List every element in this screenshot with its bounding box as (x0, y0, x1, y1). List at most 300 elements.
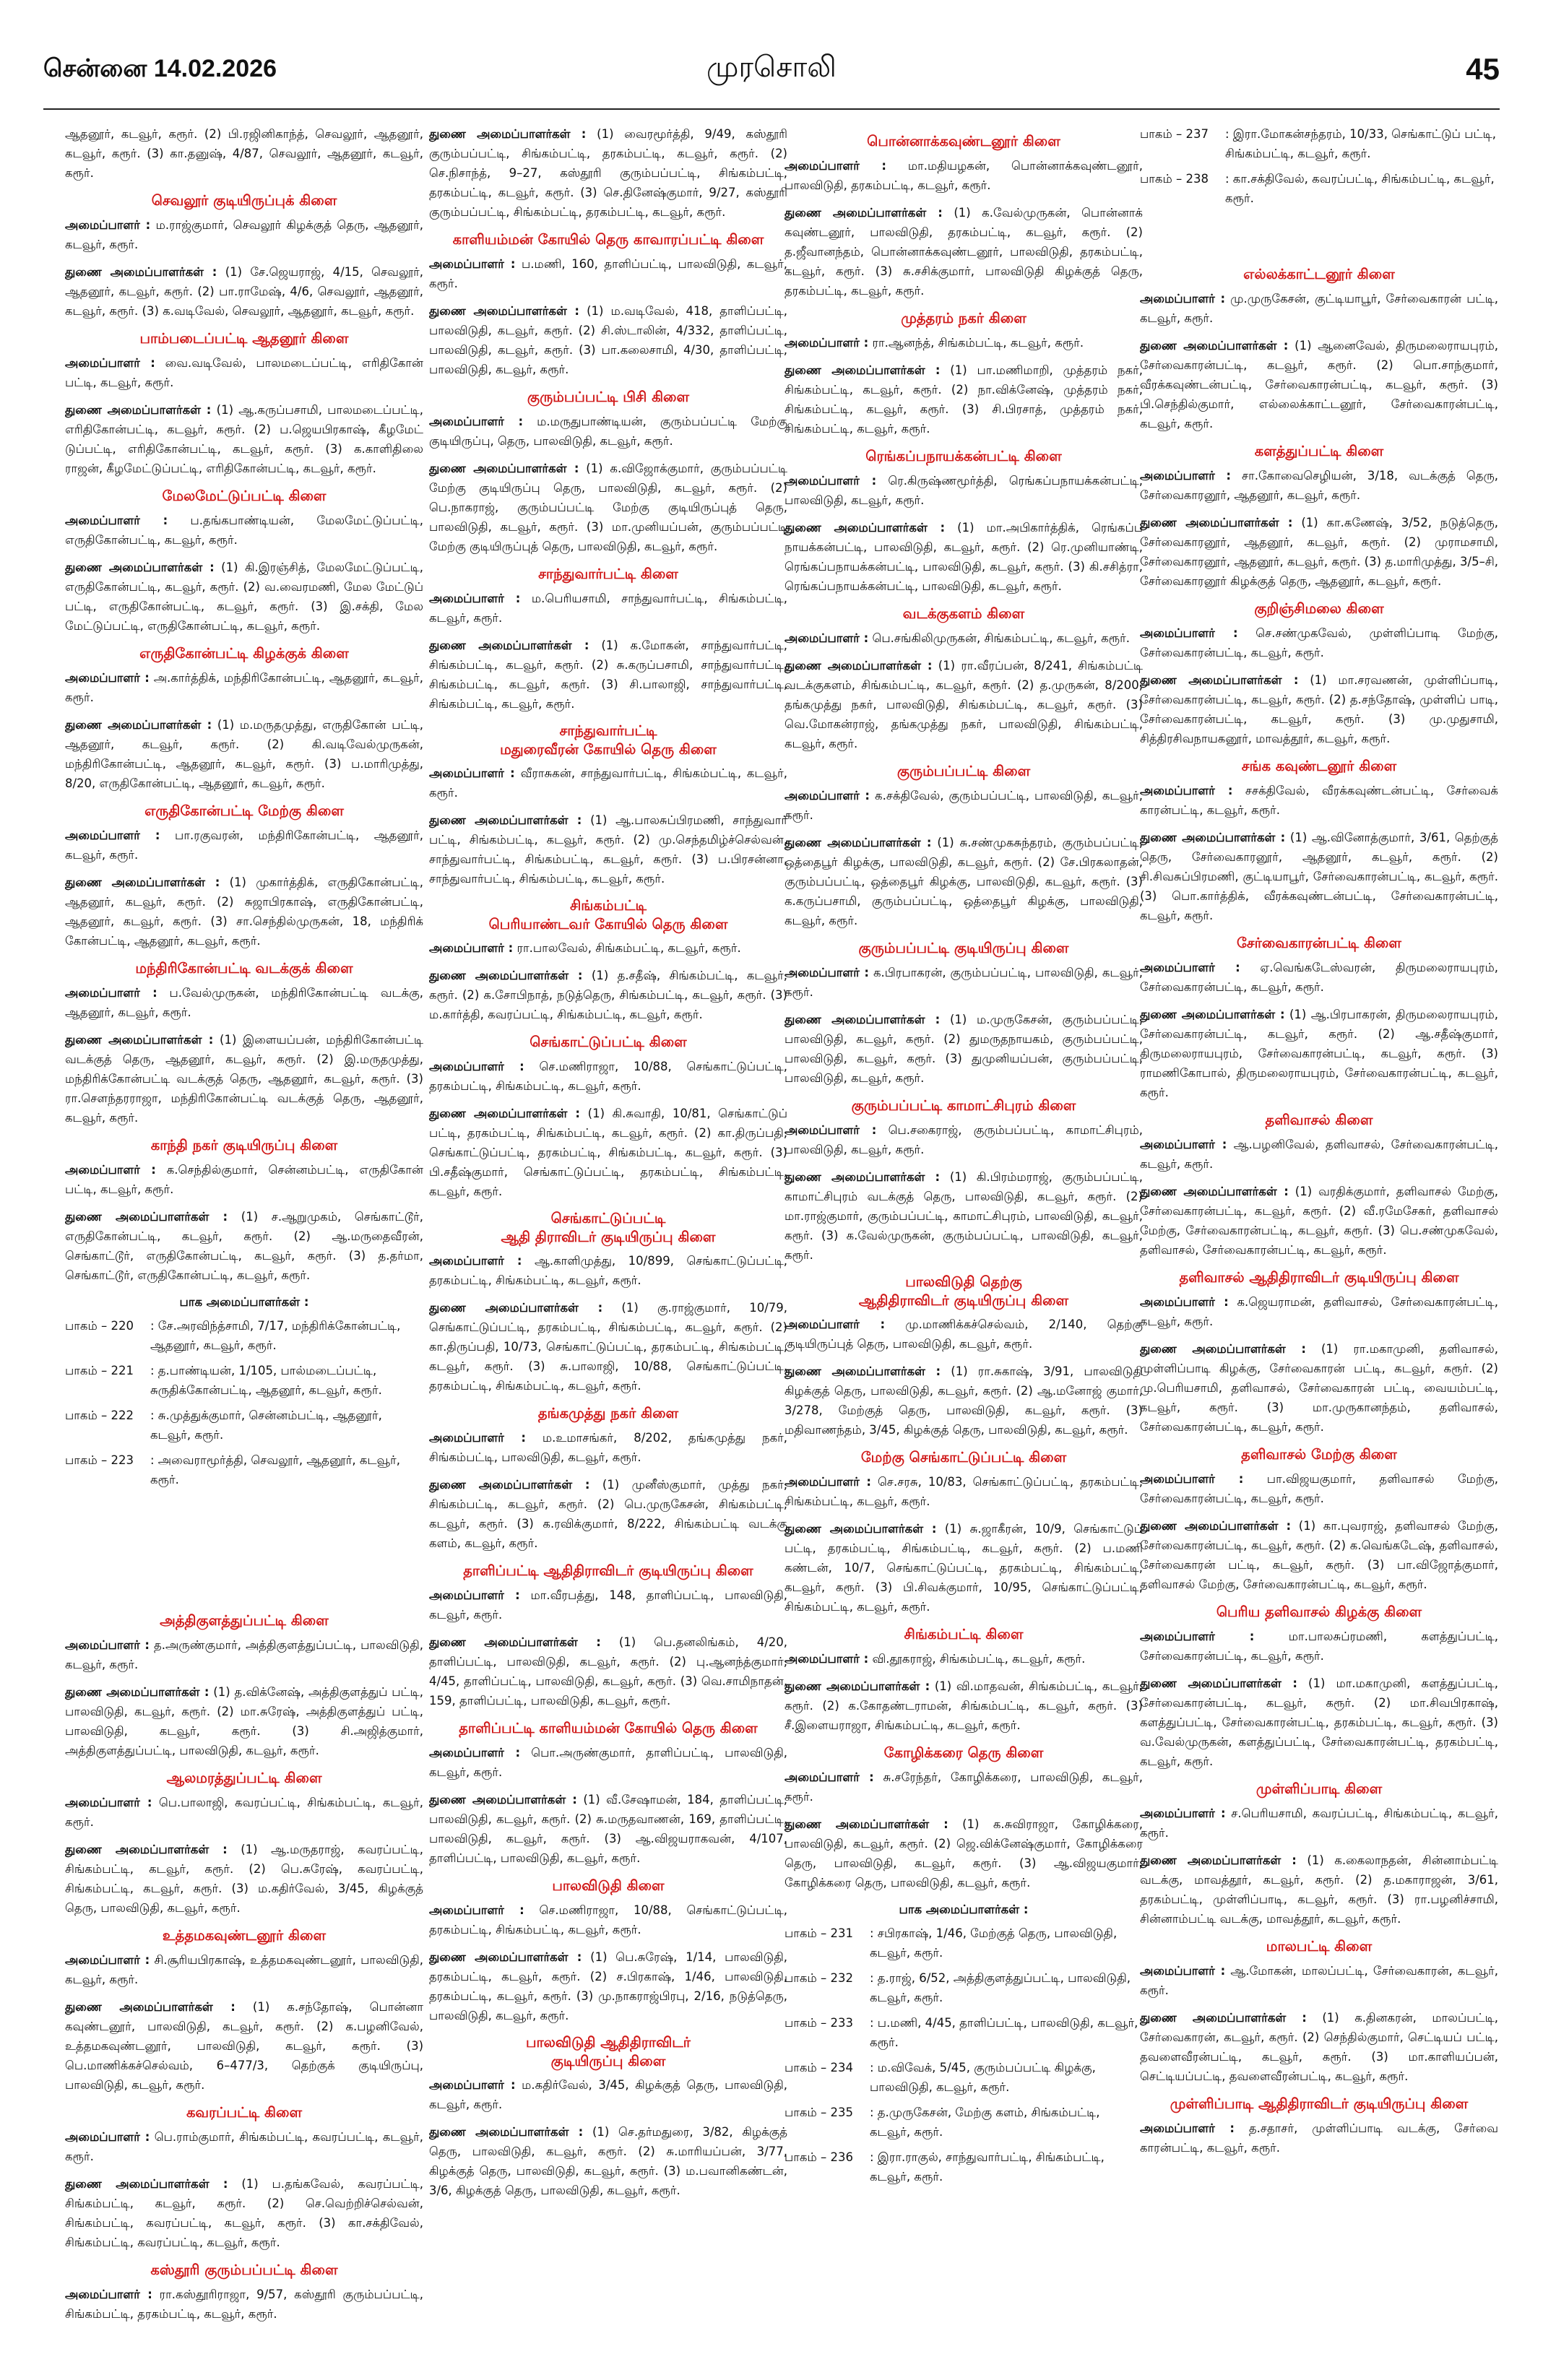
member-details: (1) ம.மருதமுத்து, எருதிகோன் பட்டி, ஆதனூர், கடவூர், கரூர். (2) கி.வடிவேல்முருகன், மந்திரிகோன்பட்டி, ஆதனூர், கடவூர், கரூர். (3) ப.மாரிமுத்து, 8/20, எருதிகோன்பட்டி, ஆதனூர், கடவூர், கரூர். (65, 718, 423, 790)
member-entry (65, 2127, 423, 2166)
booth-organiser: : ம.விவேக், 5/45, குரும்பப்பட்டி கிழக்கு, பாலவிடுதி, கடவூர், கரூர். (870, 2061, 1096, 2094)
member-details: மா.வீரபத்து, 148, தாளிப்பட்டி, பாலவிடுதி, கடவூர், கரூர். (429, 1588, 787, 1622)
role-label: அமைப்பாளர் : (1140, 1806, 1226, 1820)
booth-organiser: : த.முருகேசன், மேற்கு களம், சிங்கம்பட்டி, கடவூர், கரூர். (870, 2106, 1100, 2139)
branch-heading: செவலூர் குடியிருப்புக் கிளை (151, 192, 337, 209)
member-entry (785, 1120, 1143, 1159)
member-details: ப.வேல்முருகன், மந்திரிகோன்பட்டி வடக்கு, ஆதனூர், கடவூர், கரூர். (65, 986, 423, 1019)
member-details: ம.மருதுபாண்டியன், குரும்பப்பட்டி மேற்கு குடியிருப்பு, தெரு, பாலவிடுதி, கடவூர், கரூர். (429, 415, 787, 448)
member-entry (429, 301, 787, 379)
member-details: (1) ச.ஆறுமுகம், செங்காட்டூர், எருதிகோன்பட்டி, கடவூர், கரூர். (2) ஆ.மருதைவீரன், செங்காட்டூர், எருதிகோன்பட்டி, கடவூர், கரூர். (3) த.தர்மா, செங்காட்டூர், எருதிகோன்பட்டி, கடவூர், கரூர். (65, 1210, 423, 1282)
branch-heading-line: சாந்துவார்பட்டி (559, 722, 657, 739)
member-entry (785, 833, 1143, 930)
role-label: அமைப்பாளர் : (785, 631, 869, 645)
role-label: அமைப்பாளர் : (1140, 1472, 1244, 1486)
member-entry (429, 1475, 787, 1553)
member-details: ம.பெரியசாமி, சாந்துவார்பட்டி, சிங்கம்பட்டி, கடவூர், கரூர். (429, 592, 787, 625)
member-entry (1140, 289, 1498, 328)
role-label: துணை அமைப்பாளர்கள் : (65, 1685, 209, 1699)
member-details: (1) ஆ.பாலசுப்பிரமணி, சாந்துவார் பட்டி, சிங்கம்பட்டி, கடவூர், கரூர். (2) மு.செந்தமிழ்ச்செல்வன், சாந்துவார்பட்டி, சிங்கம்பட்டி, கடவூர், கரூர். (3) ப.பிரசன்னா, சாந்துவார்பட்டி, சிங்கம்பட்டி, கடவூர், கரூர். (429, 813, 787, 886)
role-label: அமைப்பாளர் : (65, 356, 155, 370)
member-details: (1) சே.ஜெயராஜ், 4/15, செவலூர், ஆதனூர், கடவூர், கரூர். (2) பா.ராமேஷ், 4/6, செவலூர், ஆதனூர், கடவூர், கரூர். (3) க.வடிவேல், செவலூர், ஆதனூர், கடவூர், கரூர். (65, 265, 423, 318)
member-entry (429, 966, 787, 1024)
branch-heading: கோழிக்கரை தெரு கிளை (883, 1744, 1044, 1761)
member-details: (1) சு.சண்முகசுந்தரம், குரும்பப்பட்டி, ஒத்தைபூர் கிழக்கு, பாலவிடுதி, கடவூர், கரூர். (2) சே.பிரகலாதன், குரும்பப்பட்டி, ஒத்தைபூர் கிழக்கு, பாலவிடுதி, கடவூர், கரூர். (3) க.கருப்பசாமி, குரும்பப்பட்டி, ஒத்தைபூர் கிழக்கு, பாலவிடுதி, கடவூர், கரூர். (785, 836, 1143, 927)
role-label: அமைப்பாளர் : (1140, 1138, 1227, 1151)
booth-organiser: : சு.முத்துக்குமார், சென்னம்பட்டி, ஆதனூர், கடவூர், கரூர். (150, 1408, 382, 1442)
role-label: துணை அமைப்பாளர்கள் : (785, 1170, 941, 1184)
column-2 (429, 124, 787, 2367)
role-label: துணை அமைப்பாளர்கள் : (65, 2177, 228, 2191)
role-label: துணை அமைப்பாளர்கள் : (65, 2000, 235, 2014)
member-details: (1) ப.தங்கவேல், கவரப்பட்டி, சிங்கம்பட்டி, கடவூர், கரூர். (2) செ.வெற்றிச்செல்வன், சிங்கம்பட்டி, கவரப்பட்டி, கடவூர், கரூர். (3) கா.சக்திவேல், சிங்கம்பட்டி, கவரப்பட்டி, கடவூர், கரூர். (65, 2177, 423, 2249)
branch-heading: குறிஞ்சிமலை கிளை (1254, 600, 1384, 617)
branch-heading: பெரிய தளிவாசல் கிழக்கு கிளை (1216, 1604, 1422, 1620)
member-entry (785, 1472, 1143, 1511)
booth-organiser: : ப.மணி, 4/45, தாளிப்பட்டி, பாலவிடுதி, கடவூர், கரூர். (870, 2016, 1138, 2049)
member-details: (1) த.சதீஷ், சிங்கம்பட்டி, கடவூர், கரூர். (2) க.சோபிநாத், நடுத்தெரு, சிங்கம்பட்டி, கடவூர், கரூர். (3) ம.கார்த்தி, கவரப்பட்டி, சிங்கம்பட்டி, கடவூர், கரூர். (429, 969, 787, 1021)
member-details: க.ஜெயராமன், தளிவாசல், சேர்வைகாரன்பட்டி, கடவூர், கரூர். (1140, 1295, 1498, 1328)
member-details: பெ.பாலாஜி, கவரப்பட்டி, சிங்கம்பட்டி, கடவூர், கரூர். (65, 1796, 423, 1829)
booth-number: பாகம் – 238 (1140, 172, 1209, 186)
role-label: அமைப்பாளர் : (785, 159, 886, 173)
member-details: பெ.ராம்குமார், சிங்கம்பட்டி, கவரப்பட்டி, கடவூர், கரூர். (65, 2130, 423, 2163)
role-label: அமைப்பாளர் : (785, 474, 877, 488)
member-details: மு.முருகேசன், குட்டியாபூர், சேர்வைகாரன் பட்டி, கடவூர், கரூர். (1140, 292, 1498, 325)
booth-organiser: : கா.சக்திவேல், கவரப்பட்டி, சிங்கம்பட்டி, கடவூர், கரூர். (1225, 172, 1495, 205)
role-label: அமைப்பாளர் : (429, 1431, 526, 1445)
member-entry (785, 1167, 1143, 1265)
member-entry (1140, 1961, 1498, 2000)
member-entry (1140, 623, 1498, 662)
role-label: துணை அமைப்பாளர்கள் : (1140, 1853, 1297, 1867)
branch-heading: முத்தரம் நகர் கிளை (901, 310, 1026, 326)
member-details: (1) ஆ.மருதராஜ், கவரப்பட்டி, சிங்கம்பட்டி, கடவூர், கரூர். (2) பெ.சுரேஷ், கவரப்பட்டி, சிங்கம்பட்டி, கடவூர், கரூர். (3) ம.கதிர்வேல், 3/45, கிழக்குத் தெரு, பாலவிடுதி, கடவூர், கரூர். (65, 1843, 423, 1915)
member-entry (65, 262, 423, 321)
member-details: ம.உமாசங்கர், 8/202, தங்கமுத்து நகர், சிங்கம்பட்டி, பாலவிடுதி, கடவூர், கரூர். (429, 1431, 787, 1464)
role-label: துணை அமைப்பாளர்கள் : (429, 1107, 581, 1120)
member-entry (65, 715, 423, 793)
member-details: ரா.கஸ்தூரிராஜா, 9/57, கஸ்தூரி குரும்பப்பட்டி, சிங்கம்பட்டி, தரகம்பட்டி, கடவூர், கரூர். (65, 2288, 423, 2321)
member-entry (1140, 1804, 1498, 1843)
member-entry (65, 826, 423, 865)
member-entry (429, 636, 787, 714)
role-label: அமைப்பாளர் : (785, 1123, 877, 1137)
role-label: அமைப்பாளர் : (429, 1060, 524, 1073)
branch-heading (429, 1209, 787, 1247)
booth-entry (785, 1924, 1143, 1963)
member-entry (429, 1585, 787, 1624)
member-entry (1140, 1135, 1498, 1174)
member-entry (429, 763, 787, 802)
member-entry (65, 1635, 423, 1674)
member-entry (429, 1900, 787, 1939)
role-label: துணை அமைப்பாளர்கள் : (785, 1522, 937, 1536)
member-entry (429, 124, 787, 222)
member-details: ப.தங்கபாண்டியன், மேலமேட்டுப்பட்டி, எருதிகோன்பட்டி, கடவூர், கரூர். (65, 514, 423, 547)
branch-heading: தாளிப்பட்டி ஆதிதிராவிடர் குடியிருப்பு கிளை (463, 1562, 753, 1579)
masthead (43, 51, 1500, 94)
member-entry (785, 963, 1143, 1002)
member-entry (785, 786, 1143, 825)
role-label: துணை அமைப்பாளர்கள் : (65, 1843, 228, 1856)
member-entry (785, 360, 1143, 438)
member-details: வை.வடிவேல், பாலமடைப்பட்டி, எரிதிகோன் பட்டி, கடவூர், கரூர். (65, 356, 423, 389)
role-label: துணை அமைப்பாளர்கள் : (429, 1478, 590, 1492)
member-entry (429, 1743, 787, 1782)
branch-heading-line: ஆதிதிராவிடர் குடியிருப்பு கிளை (858, 1292, 1069, 1309)
branch-heading-line: பெரியாண்டவர் கோயில் தெரு கிளை (488, 916, 728, 932)
role-label: அமைப்பாளர் : (429, 766, 515, 780)
booth-organiser: : சே.அரவிந்த்சாமி, 7/17, மந்திரிக்கோன்பட்டி, ஆதனூர், கடவூர், கரூர். (150, 1319, 401, 1352)
role-label: அமைப்பாளர் : (785, 1652, 869, 1666)
booth-number: பாகம் – 237 (1140, 127, 1209, 141)
role-label: அமைப்பாளர் : (429, 1903, 524, 1917)
role-label: அமைப்பாளர் : (65, 2288, 152, 2301)
role-label: துணை அமைப்பாளர்கள் : (1140, 1342, 1306, 1356)
member-details: (1) ஆ.பிரபாகரன், திருமலைராயபுரம், சேர்வைகாரன்பட்டி, கடவூர், கரூர். (2) ஆ.சதீஷ்குமார், திருமலைராயபுரம், சேர்வைகாரன்பட்டி, கடவூர், கரூர். (3) ராமணிகோபால், திருமலைராயபுரம், சேர்வைகாரன்பட்டி, கடவூர், கரூர். (1140, 1008, 1498, 1099)
member-details: (1) மா.மகாமுனி, களத்துப்பட்டி, சேர்வைகாரன்பட்டி, கடவூர், கரூர். (2) மா.சிவபிரகாஷ், களத்துப்பட்டி, சேர்வைகாரன்பட்டி, தரகம்பட்டி, கடவூர், கரூர். (3) வ.வேல்முருகன், களத்துப்பட்டி, சேர்வைகாரன்பட்டி, தரகம்பட்டி, கடவூர், கரூர். (1140, 1676, 1498, 1768)
branch-heading: சிங்கம்பட்டி கிளை (904, 1626, 1024, 1643)
branch-heading: அத்திகுளத்துப்பட்டி கிளை (160, 1612, 329, 1629)
role-label: துணை அமைப்பாளர்கள் : (1140, 831, 1286, 844)
member-entry (1140, 1516, 1498, 1594)
role-label: துணை அமைப்பாளர்கள் : (65, 875, 220, 889)
member-details: வி.தூகராஜ், சிங்கம்பட்டி, கடவூர், கரூர். (872, 1652, 1086, 1666)
member-entry (429, 459, 787, 556)
branch-heading: மாலபட்டி கிளை (1266, 1938, 1373, 1955)
branch-heading (785, 1273, 1143, 1310)
role-label: துணை அமைப்பாளர்கள் : (785, 206, 943, 220)
member-details: (1) செ.தர்மதுரை, 3/82, கிழக்குத் தெரு, பாலவிடுதி, கடவூர், கரூர். (2) சு.மாரியப்பன், 3/77, கிழக்குத் தெரு, பாலவிடுதி, கடவூர், கரூர். (3) ம.பவானிகண்டன், 3/6, கிழக்குத் தெரு, பாலவிடுதி, கடவூர், கரூர். (429, 2125, 787, 2197)
member-details: செ.சண்முகவேல், முள்ளிப்பாடி மேற்கு, சேர்வைகாரன்பட்டி, கடவூர், கரூர். (1140, 626, 1498, 659)
branch-heading: ரெங்கப்பநாயக்கன்பட்டி கிளை (865, 448, 1062, 464)
role-label: துணை அமைப்பாளர்கள் : (1140, 1008, 1285, 1021)
booth-organiser: : சபிரகாஷ், 1/46, மேற்குத் தெரு, பாலவிடுதி, கடவூர், கரூர். (870, 1926, 1118, 1960)
member-details: த.அருண்குமார், அத்திகுளத்துப்பட்டி, பாலவிடுதி, கடவூர், கரூர். (65, 1638, 423, 1671)
role-label: அமைப்பாளர் : (1140, 626, 1238, 640)
role-label: அமைப்பாளர் : (785, 1475, 871, 1489)
member-details: மு.மாணிக்கச்செல்வம், 2/140, தெற்கு குடியிருப்புத் தெரு, பாலவிடுதி, கடவூர், கரூர். (785, 1317, 1143, 1351)
member-entry (65, 1207, 423, 1285)
role-label: அமைப்பாளர் : (785, 336, 869, 350)
member-entry (1140, 1674, 1498, 1771)
member-entry (1140, 1469, 1498, 1508)
member-details: (1) பெ.சுரேஷ், 1/14, பாலவிடுதி, தரகம்பட்டி, கடவூர், கரூர். (2) ச.பிரகாஷ், 1/46, பாலவிடுதி, தரகம்பட்டி, கடவூர், கரூர். (3) மு.நாகராஜ்பிரபு, 2/16, நடுத்தெரு, பாலவிடுதி, கடவூர், கரூர். (429, 1950, 787, 2022)
member-details: (1) ம.முருகேசன், குரும்பப்பட்டி, பாலவிடுதி, கடவூர், கரூர். (2) துமருதநாயகம், குரும்பப்பட்டி, பாலவிடுதி, கடவூர், கரூர். (3) துமுனியப்பன், குரும்பப்பட்டி, பாலவிடுதி, கடவூர், கரூர். (785, 1013, 1143, 1085)
branch-heading (429, 722, 787, 759)
branch-heading-line: செங்காட்டுப்பட்டி (550, 1210, 666, 1226)
branch-heading-line: ஆதி திராவிடர் குடியிருப்பு கிளை (501, 1229, 716, 1245)
date-line: சென்னை 14.02.2026 (43, 55, 277, 82)
member-details: (1) முனீஸ்குமார், முத்து நகர், சிங்கம்பட்டி, கடவூர், கரூர். (2) பெ.முருகேசன், சிங்கம்பட்டி, கடவூர், கரூர். (3) க.ரவிக்குமார், 8/222, சிங்கம்பட்டி வடக்கு களம், கடவூர், கரூர். (429, 1478, 787, 1550)
member-details: ஆ.பழனிவேல், தளிவாசல், சேர்வைகாரன்பட்டி, கடவூர், கரூர். (1140, 1138, 1498, 1171)
member-details: சசக்திவேல், வீரக்கவுண்டன்பட்டி, சேர்வைக் காரன்பட்டி, கடவூர், கரூர். (1140, 784, 1498, 817)
role-label: அமைப்பாளர் : (65, 218, 151, 232)
role-label: துணை அமைப்பாளர்கள் : (785, 1817, 948, 1831)
booth-organiser: : இரா.மோகன்சந்தரம், 10/33, செங்காட்டுப் பட்டி, சிங்கம்பட்டி, கடவூர், கரூர். (1225, 127, 1496, 160)
member-entry (1140, 1851, 1498, 1929)
role-label: துணை அமைப்பாளர்கள் : (429, 304, 580, 318)
member-details: (1) முகார்த்திக், எருதிகோன்பட்டி, ஆதனூர், கடவூர், கரூர். (2) சுஜாபிரகாஷ், எருதிகோன்பட்டி, ஆதனூர், கடவூர், கரூர். (3) சா.செந்தில்முருகன், 18, மந்திரிக் கோன்பட்டி, ஆதனூர், கடவூர், கரூர். (65, 875, 423, 948)
role-label: அமைப்பாளர் : (429, 2078, 516, 2092)
member-details: பெ.சகைராஜ், குரும்பப்பட்டி, காமாட்சிபுரம், பாலவிடுதி, கடவூர், கரூர். (785, 1123, 1143, 1156)
role-label: அமைப்பாளர் : (785, 1770, 874, 1784)
member-entry (429, 1428, 787, 1467)
role-label: துணை அமைப்பாளர்கள் : (1140, 339, 1289, 352)
role-label: அமைப்பாளர் : (785, 1317, 886, 1331)
member-entry (785, 1519, 1143, 1617)
booth-entry (785, 2013, 1143, 2052)
branch-heading: குரும்பப்பட்டி கிளை (896, 763, 1031, 779)
member-entry (429, 1057, 787, 1096)
branch-heading: மந்திரிகோன்பட்டி வடக்குக் கிளை (135, 960, 353, 977)
role-label: அமைப்பாளர் : (65, 1796, 152, 1809)
role-label: அமைப்பாளர் : (429, 415, 524, 428)
member-entry (1140, 828, 1498, 925)
member-entry (65, 1793, 423, 1832)
member-details: ஏ.வெங்கடேஸ்வரன், திருமலைராயபுரம், சேர்வைகாரன்பட்டி, கடவூர், கரூர். (1140, 961, 1498, 994)
member-details: செ.மணிராஜா, 10/88, செங்காட்டுப்பட்டி, தரகம்பட்டி, சிங்கம்பட்டி, கடவூர், கரூர். (429, 1903, 787, 1937)
member-entry (429, 1790, 787, 1868)
role-label: துணை அமைப்பாளர்கள் : (785, 1013, 941, 1026)
booth-number: பாகம் – 235 (785, 2106, 853, 2119)
member-entry (429, 589, 787, 628)
member-entry (65, 400, 423, 478)
role-label: துணை அமைப்பாளர்கள் : (1140, 1676, 1297, 1690)
booth-entry (65, 1361, 423, 1400)
role-label: துணை அமைப்பாளர்கள் : (1140, 1185, 1289, 1198)
member-details: (1) க.மோகன், சாந்துவார்பட்டி, சிங்கம்பட்டி, கடவூர், கரூர். (2) சு.கருப்பசாமி, சாந்துவார்பட்டி, சிங்கம்பட்டி, கடவூர், கரூர். (3) சி.பாலாஜி, சாந்துவார்பட்டி, சிங்கம்பட்டி, கடவூர், கரூர். (429, 639, 787, 711)
member-details: (1) த.விக்னேஷ், அத்திகுளத்துப் பட்டி, பாலவிடுதி, கடவூர், கரூர். (2) மா.சுரேஷ், அத்திகுளத்துப் பட்டி, பாலவிடுதி, கடவூர், கரூர். (3) சி.அஜித்குமார், அத்திகுளத்துப்பட்டி, பாலவிடுதி, கடவூர், கரூர். (65, 1685, 423, 1757)
role-label: அமைப்பாளர் : (65, 671, 150, 685)
member-details: (1) வீ.சேஷாமன், 184, தாளிப்பட்டி, பாலவிடுதி, கடவூர், கரூர். (2) சு.மருதவாணன், 169, தாளிப்பட்டி, பாலவிடுதி, கடவூர், கரூர். (3) ஆ.விஜயராகவன், 4/107, தாளிப்பட்டி, பாலவிடுதி, கடவூர், கரூர். (429, 1793, 787, 1865)
member-entry (1140, 1182, 1498, 1260)
booth-entry (785, 2103, 1143, 2142)
role-label: துணை அமைப்பாளர்கள் : (65, 1033, 214, 1047)
page-number: 45 (1466, 52, 1500, 86)
booth-number: பாகம் – 233 (785, 2016, 853, 2030)
branch-heading: எருதிகோன்பட்டி கிழக்குக் கிளை (139, 645, 349, 662)
booth-organiser: : இரா.ராகுல், சாந்துவார்பட்டி, சிங்கம்பட்டி, கடவூர், கரூர். (870, 2150, 1105, 2184)
role-label: துணை அமைப்பாளர்கள் : (429, 1635, 601, 1649)
member-details: (1) வைரமூர்த்தி, 9/49, கஸ்தூரி குரும்பப்பட்டி, சிங்கம்பட்டி, தரகம்பட்டி, கடவூர், கரூர். (2) செ.நிசாந்த், 9–27, கஸ்தூரி குரும்பப்பட்டி, சிங்கம்பட்டி, தரகம்பட்டி, கடவூர், கரூர். (3) செ.தினேஷ்குமார், 9/27, கஸ்தூரி குரும்பப்பட்டி, சிங்கம்பட்டி, தரகம்பட்டி, கடவூர், கரூர். (429, 127, 787, 219)
member-details: (1) இளையப்பன், மந்திரிகோன்பட்டி வடக்குத் தெரு, ஆதனூர், கடவூர், கரூர். (2) இ.மருதமுத்து, மந்திரிக்கோன்பட்டி வடக்குத் தெரு, ஆதனூர், கடவூர், கரூர். (3) ரா.செளந்தரராஜா, மந்திரிகோன்பட்டி வடக்குத் தெரு, ஆதனூர், கடவூர், கரூர். (65, 1033, 423, 1125)
member-details: சி.சூரியபிரகாஷ், உத்தமகவுண்டனூர், பாலவிடுதி, கடவூர், கரூர். (65, 1953, 423, 1986)
branch-heading: எல்லக்காட்டனூர் கிளை (1243, 266, 1395, 282)
role-label: அமைப்பாளர் : (65, 1953, 150, 1967)
role-label: துணை அமைப்பாளர்கள் : (429, 813, 582, 827)
branch-heading: பாலவிடுதி கிளை (552, 1877, 665, 1894)
member-details: (1) கா.கணேஷ், 3/52, நடுத்தெரு, சேர்வைகாரனூர், ஆதனூர், கடவூர், கரூர். (2) முராமசாமி, சேர்வைகாரனூர், ஆதனூர், கடவூர், கரூர். (3) த.மாரிமுத்து, 3/5–சி, சேர்வைகாரனூர் கிழக்குத் தெரு, ஆதனூர், கடவூர், கரூர். (1140, 516, 1498, 588)
role-label: அமைப்பாளர் : (429, 257, 516, 271)
role-label: அமைப்பாளர் : (1140, 1964, 1226, 1978)
member-details: மா.பாலசுப்ரமணி, களத்துப்பட்டி, சேர்வைகாரன்பட்டி, கடவூர், கரூர். (1140, 1630, 1498, 1663)
member-entry (1140, 781, 1498, 820)
member-details: சு.சரேந்தர், கோழிக்கரை, பாலவிடுதி, கடவூர், கரூர். (785, 1770, 1143, 1804)
branch-heading: களத்துப்பட்டி கிளை (1254, 443, 1384, 459)
member-details: பா.ரகுவரன், மந்திரிகோன்பட்டி, ஆதனூர், கடவூர், கரூர். (65, 828, 423, 862)
member-entry (65, 2285, 423, 2324)
booth-entry (65, 1450, 423, 1489)
member-entry (1140, 1005, 1498, 1102)
booth-entry (65, 1406, 423, 1445)
member-entry (429, 1947, 787, 2025)
booth-number: பாகம் – 232 (785, 1971, 853, 1985)
member-entry (1140, 336, 1498, 433)
member-details: (1) வரதிக்குமார், தளிவாசல் மேற்கு, சேர்வைகாரன்பட்டி, கடவூர், கரூர். (2) வீ.ரமேசேகர், தளிவாசல் மேற்கு, சேர்வைகாரன்பட்டி, கடவூர், கரூர். (3) பெ.சண்முகவேல், தளிவாசல், சேர்வைகாரன்பட்டி, கடவூர், கரூர். (1140, 1185, 1498, 1257)
member-details: (1) கி.பிரம்மராஜ், குரும்பப்பட்டி, காமாட்சிபுரம் வடக்குத் தெரு, பாலவிடுதி, கடவூர், கரூர். (2) மா.ராஜ்குமார், குரும்பப்பட்டி, காமாட்சிபுரம், பாலவிடுதி, கடவூர், கரூர். (3) க.வேல்முருகன், குரும்பப்பட்டி, பாலவிடுதி, கடவூர், கரூர். (785, 1170, 1143, 1262)
member-details: ரா.ஆனந்த், சிங்கம்பட்டி, கடவூர், கரூர். (872, 336, 1084, 350)
branch-heading: தங்கமுத்து நகர் கிளை (537, 1405, 679, 1421)
branch-heading: கவரப்பட்டி கிளை (186, 2104, 303, 2121)
role-label: அமைப்பாளர் : (429, 592, 521, 605)
role-label: துணை அமைப்பாளர்கள் : (65, 265, 217, 279)
member-details: ரா.பாலவேல், சிங்கம்பட்டி, கடவூர், கரூர். (517, 941, 741, 955)
member-entry (65, 215, 423, 254)
member-details: (1) க.சுவிராஜா, கோழிக்கரை, பாலவிடுதி, கடவூர், கரூர். (2) ஜெ.விக்னேஷ்குமார், கோழிக்கரை தெரு, பாலவிடுதி, கடவூர், கரூர். (3) ஆ.விஜயகுமார், கோழிக்கரை தெரு, பாலவிடுதி, கடவூர், கரூர். (785, 1817, 1143, 1890)
branch-heading-line: பாலவிடுதி தெற்கு (905, 1273, 1022, 1290)
member-entry (429, 810, 787, 888)
role-label: அமைப்பாளர் : (785, 789, 870, 802)
member-details: (1) கு.ராஜ்குமார், 10/79, செங்காட்டுப்பட்டி, தரகம்பட்டி, சிங்கம்பட்டி, கடவூர், கரூர். (2) கா.திருப்பதி, 10/73, செங்காட்டுப்பட்டி, தரகம்பட்டி, சிங்கம்பட்டி, கடவூர், கரூர். (3) சு.பாலாஜி, 10/88, செங்காட்டுப்பட்டி, தரகம்பட்டி, சிங்கம்பட்டி, கடவூர், கரூர். (429, 1301, 787, 1393)
role-label: அமைப்பாளர் : (1140, 1295, 1229, 1309)
member-entry (1140, 1292, 1498, 1331)
role-label: அமைப்பாளர் : (785, 966, 869, 979)
member-details: (1) பா.மணிமாறி, முத்தரம் நகர், சிங்கம்பட்டி, கடவூர், கரூர். (2) நா.விக்னேஷ், முத்தரம் நகர், சிங்கம்பட்டி, கடவூர், கரூர். (3) சி.பிரசாத், முத்தரம் நகர், சிங்கம்பட்டி, கடவூர், கரூர். (785, 363, 1143, 436)
branch-heading: தளிவாசல் கிளை (1265, 1112, 1373, 1128)
member-details: செ.மணிராஜா, 10/88, செங்காட்டுப்பட்டி, தரகம்பட்டி, சிங்கம்பட்டி, கடவூர், கரூர். (429, 1060, 787, 1093)
role-label: அமைப்பாளர் : (1140, 961, 1240, 974)
column-spacer (1140, 214, 1498, 257)
role-label: அமைப்பாளர் : (429, 1254, 522, 1268)
role-label: அமைப்பாளர் : (1140, 1630, 1255, 1643)
branch-heading: முள்ளிப்பாடி கிளை (1255, 1780, 1383, 1797)
role-label: அமைப்பாளர் : (65, 986, 157, 1000)
role-label: துணை அமைப்பாளர்கள் : (1140, 673, 1299, 687)
member-entry (785, 1010, 1143, 1088)
branch-heading: தளிவாசல் மேற்கு கிளை (1241, 1446, 1397, 1463)
role-label: துணை அமைப்பாளர்கள் : (429, 1793, 577, 1806)
branch-heading: சேர்வைகாரன்பட்டி கிளை (1237, 935, 1401, 951)
member-details: வீராசுகன், சாந்துவார்பட்டி, சிங்கம்பட்டி, கடவூர், கரூர். (429, 766, 787, 800)
role-label: அமைப்பாளர் : (65, 2130, 150, 2144)
branch-heading: செங்காட்டுப்பட்டி கிளை (530, 1034, 687, 1050)
role-label: அமைப்பாளர் : (1140, 784, 1233, 797)
member-entry (429, 1104, 787, 1201)
member-details: ப.மணி, 160, தாளிப்பட்டி, பாலவிடுதி, கடவூர், கரூர். (429, 257, 787, 290)
role-label: துணை அமைப்பாளர்கள் : (1140, 516, 1293, 529)
member-details: பா.விஜயகுமார், தளிவாசல் மேற்கு, சேர்வைகாரன்பட்டி, கடவூர், கரூர். (1140, 1472, 1498, 1505)
member-details: ம.கதிர்வேல், 3/45, கிழக்குத் தெரு, பாலவிடுதி, கடவூர், கரூர். (429, 2078, 787, 2111)
member-details: (1) க.சந்தோஷ், பொன்னா கவுண்டனூர், பாலவிடுதி, கடவூர், கரூர். (2) க.பழனிவேல், உத்தமகவுண்டனூர், பாலவிடுதி, கடவூர், கரூர். (3) பெ.மாணிக்கச்செல்வம், 6–477/3, தெற்குக் குடியிருப்பு, பாலவிடுதி, கடவூர், கரூர். (65, 2000, 423, 2092)
member-entry (785, 1362, 1143, 1440)
role-label: அமைப்பாளர் : (429, 1588, 520, 1602)
booth-entry (1140, 124, 1498, 163)
member-entry (65, 1840, 423, 1918)
member-entry (1140, 670, 1498, 748)
member-details: (1) ஆனைவேல், திருமலைராயபுரம், சேர்வைகாரன்பட்டி, கடவூர், கரூர். (2) பொ.சாந்குமார், வீரக்கவுண்டன்பட்டி, சேர்வைகாரன்பட்டி, கடவூர், கரூர். (3) பி.செந்தில்குமார், எல்லைக்காட்டனூர், சேர்வைகாரன்பட்டி, கடவூர், கரூர். (1140, 339, 1498, 430)
member-entry (429, 1632, 787, 1710)
member-entry (429, 2122, 787, 2200)
booth-organiser: : த.பாண்டியன், 1/105, பால்மடைப்பட்டி, சுருதிக்கோன்பட்டி, ஆதனூர், கடவூர், கரூர். (150, 1364, 382, 1397)
role-label: அமைப்பாளர் : (429, 1746, 521, 1760)
branch-heading: வடக்குகளம் கிளை (902, 605, 1025, 622)
member-details: (1) மா.அபிகார்த்திக், ரெங்கப்ப நாயக்கன்பட்டி, பாலவிடுதி, கடவூர், கரூர். (2) ரெ.முனியாண்டி, ரெங்கப்பநாயக்கன்பட்டி, பாலவிடுதி, கடவூர், கரூர். (3) கி.சசித்ரா, ரெங்கப்பநாயக்கன்பட்டி, பாலவிடுதி, கடவூர், கரூர். (785, 521, 1143, 593)
branch-heading: எருதிகோன்பட்டி மேற்கு கிளை (144, 802, 344, 819)
branch-heading: குரும்பப்பட்டி பிசி கிளை (527, 389, 690, 405)
member-details: (1) க.விஜோக்குமார், குரும்பப்பட்டி மேற்கு குடியிருப்பு தெரு, பாலவிடுதி, கடவூர், கரூர். (2) பெ.நாகராஜ், குரும்பப்பட்டி மேற்கு குடியிருப்புத் தெரு, பாலவிடுதி, கடவூர், கரூர். (3) மா.முனியப்பன், குரும்பப்பட்டி மேற்கு குடியிருப்புத் தெரு, பாலவிடுதி, கடவூர், கரூர். (429, 462, 787, 553)
member-entry (785, 656, 1143, 753)
column-spacer (65, 1495, 423, 1604)
branch-heading-line: பாலவிடுதி ஆதிதிராவிடர் (525, 2034, 691, 2051)
member-details: ஆ.காளிமுத்து, 10/899, செங்காட்டுப்பட்டி, தரகம்பட்டி, சிங்கம்பட்டி, கடவூர், கரூர். (429, 1254, 787, 1287)
member-details: பெ.சங்கிலிமுருகன், சிங்கம்பட்டி, கடவூர், கரூர். (872, 631, 1130, 645)
member-details: (1) கி.சுவாதி, 10/81, செங்காட்டுப் பட்டி, தரகம்பட்டி, சிங்கம்பட்டி, கடவூர், கரூர். (2) கா.திருப்பதி, செங்காட்டுப்பட்டி, தரகம்பட்டி, சிங்கம்பட்டி, கடவூர், கரூர். (3) பி.சதீஷ்குமார், செங்காட்டுப்பட்டி, தரகம்பட்டி, சிங்கம்பட்டி, கடவூர், கரூர். (429, 1107, 787, 1198)
branch-heading: தளிவாசல் ஆதிதிராவிடர் குடியிருப்பு கிளை (1179, 1269, 1459, 1286)
role-label: துணை அமைப்பாளர்கள் : (785, 1679, 930, 1693)
member-details: (1) கி.இரஞ்சித், மேலமேட்டுப்பட்டி, எருதிகோன்பட்டி, கடவூர், கரூர். (2) வ.வைரமணி, மேல மேட்டுப் பட்டி, எருதிகோன்பட்டி, கடவூர், கரூர். (3) இ.சக்தி, மேல மேட்டுப்பட்டி, எருதிகோன்பட்டி, கடவூர், கரூர். (65, 561, 423, 633)
booth-number: பாகம் – 222 (65, 1408, 134, 1422)
role-label: துணை அமைப்பாளர்கள் : (65, 561, 215, 574)
role-label: துணை அமைப்பாளர்கள் : (785, 1364, 941, 1378)
member-entry (429, 254, 787, 293)
booth-entry (1140, 169, 1498, 208)
branch-heading-line: மதுரைவீரன் கோயில் தெரு கிளை (500, 741, 717, 758)
role-label: துணை அமைப்பாளர்கள் : (429, 127, 587, 141)
booth-number: பாகம் – 223 (65, 1453, 134, 1467)
member-entry (1140, 1339, 1498, 1437)
member-details: (1) பெ.தனலிங்கம், 4/20, தாளிப்பட்டி, பாலவிடுதி, கடவூர், கரூர். (2) பு.ஆனந்த்குமார், 4/45, தாளிப்பட்டி, பாலவிடுதி, கடவூர், கரூர். (3) வெ.சாமிநாதன், 159, தாளிப்பட்டி, பாலவிடுதி, கடவூர், கரூர். (429, 1635, 787, 1708)
column-3 (785, 124, 1143, 2367)
member-details: (1) வி.மாதவன், சிங்கம்பட்டி, கடவூர், கரூர். (2) க.கோதண்டராமன், சிங்கம்பட்டி, கடவூர், கரூர். (3) சீ.இளையராஜா, சிங்கம்பட்டி, கடவூர், கரூர். (785, 1679, 1143, 1732)
member-entry (65, 873, 423, 951)
member-details: (1) ரா.வீரப்பன், 8/241, சிங்கம்பட்டி வடக்குகளம், சிங்கம்பட்டி, கடவூர், கரூர். (2) த.முருகன், 8/200, தங்கமுத்து நகர், பாலவிடுதி, சிங்கம்பட்டி, கடவூர், கரூர். (3) வெ.மோகன்ராஜ், தங்கமுத்து நகர், பாலவிடுதி, சிங்கம்பட்டி, கடவூர், கரூர். (785, 659, 1143, 750)
member-entry (1140, 1627, 1498, 1666)
member-entry (429, 1251, 787, 1290)
branch-heading: சங்க கவுண்டனூர் கிளை (1241, 758, 1397, 774)
role-label: அமைப்பாளர் : (1140, 469, 1231, 483)
member-details: க.சக்திவேல், குரும்பப்பட்டி, பாலவிடுதி, கடவூர், கரூர். (785, 789, 1143, 822)
role-label: துணை அமைப்பாளர்கள் : (429, 639, 589, 652)
member-entry (65, 124, 423, 183)
booth-organisers-heading: பாக அமைப்பாளர்கள் : (899, 1903, 1029, 1916)
role-label: துணை அமைப்பாளர்கள் : (1140, 1519, 1292, 1533)
member-details: (1) கா.புவராஜ், தளிவாசல் மேற்கு, சேர்வைகாரன்பட்டி, கடவூர், கரூர். (2) க.வெங்கடேஷ், தளிவாசல், சேர்வைகாரன் பட்டி, கடவூர், கரூர். (3) பா.விஜோத்குமார், தளிவாசல் மேற்கு, சேர்வைகாரன்பட்டி, கடவூர், கரூர். (1140, 1519, 1498, 1591)
branch-heading: கஸ்தூரி குரும்பப்பட்டி கிளை (150, 2262, 338, 2278)
member-entry (65, 353, 423, 392)
branch-heading (429, 896, 787, 934)
booth-number: பாகம் – 234 (785, 2061, 853, 2074)
member-details: (1) ஆ.கருப்பசாமி, பாலமடைப்பட்டி, எரிதிகோன்பட்டி, கடவூர், கரூர். (2) ப.ஜெயபிரகாஷ், கீழமேட் டுப்பட்டி, எரிதிகோன்பட்டி, கடவூர், கரூர். (3) க.காளிதிலை ராஜன், கீழமேட்டுப்பட்டி, எரிதிகோன்பட்டி, கடவூர், கரூர். (65, 403, 423, 475)
role-label: அமைப்பாளர் : (65, 828, 160, 842)
member-entry (65, 1997, 423, 2095)
member-entry (1140, 466, 1498, 505)
role-label: துணை அமைப்பாளர்கள் : (429, 969, 583, 982)
member-details: க.செந்தில்குமார், சென்னம்பட்டி, எருதிகோன் பட்டி, கடவூர், கரூர். (65, 1163, 423, 1196)
member-details: சா.கோவைசெழியன், 3/18, வடக்குத் தெரு, சேர்வைகாரனூர், ஆதனூர், கடவூர், கரூர். (1140, 469, 1498, 502)
member-details: பொ.அருண்குமார், தாளிப்பட்டி, பாலவிடுதி, கடவூர், கரூர். (429, 1746, 787, 1779)
member-entry (65, 668, 423, 707)
booth-number: பாகம் – 220 (65, 1319, 134, 1333)
booth-entry (65, 1316, 423, 1355)
member-entry (429, 1298, 787, 1395)
role-label: துணை அமைப்பாளர்கள் : (429, 2125, 584, 2139)
member-entry (1140, 2008, 1498, 2086)
role-label: துணை அமைப்பாளர்கள் : (785, 836, 932, 849)
role-label: துணை அமைப்பாளர்கள் : (785, 363, 941, 377)
member-details: மா.மதியழகன், பொன்னாக்கவுண்டனூர், பாலவிடுதி, தரகம்பட்டி, கடவூர், கரூர். (785, 159, 1143, 192)
